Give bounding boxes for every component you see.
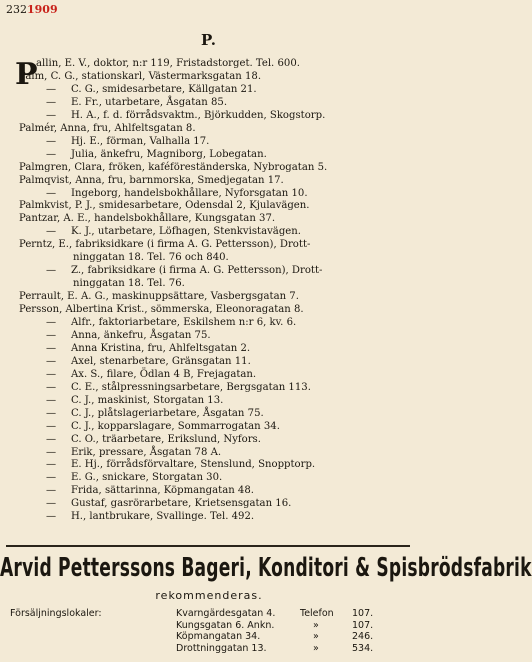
entry-dash: —	[46, 342, 57, 354]
directory-entry: Ingeborg, handelsbokhållare, Nyforsgatan 10.	[71, 187, 308, 199]
directory-entry: Hj. E., förman, Valhalla 17.	[71, 135, 210, 147]
directory-entry: C. J., plåtslageriarbetare, Åsgatan 75.	[71, 407, 264, 419]
entry-dash: —	[46, 226, 57, 238]
advert-tel-label: »	[313, 631, 319, 642]
entry-dash: —	[46, 420, 57, 432]
directory-entry: Palmqvist, Anna, fru, barnmorska, Smedjegatan 17.	[19, 174, 284, 186]
directory-entry: Perrault, E. A. G., maskinuppsättare, Vasbergsgatan 7.	[19, 291, 299, 303]
advert-tel-label: »	[313, 619, 319, 631]
directory-entry: C. J., kopparslagare, Sommarrogatan 34.	[71, 420, 280, 432]
directory-entry: Anna Kristina, fru, Ahlfeltsgatan 2.	[71, 342, 251, 354]
directory-entry: Persson, Albertina Krist., sömmerska, Eleonoragatan 8.	[19, 304, 304, 316]
entry-dash: —	[46, 407, 57, 419]
directory-entry: Axel, stenarbetare, Gränsgatan 11.	[71, 355, 251, 367]
entry-dash: —	[46, 433, 57, 445]
advert-tel-number: 534.	[352, 642, 374, 654]
directory-entry: ninggatan 18. Tel. 76 och 840.	[73, 252, 229, 264]
entry-dash: —	[46, 83, 57, 95]
directory-entry: Palm, C. G., stationskarl, Västermarksgatan 18.	[19, 70, 262, 82]
advert-title: Arvid Petterssons Bageri, Konditori & Spisbrödsfabrik	[0, 553, 532, 583]
directory-entry: Ax. S., filare, Ödlan 4 B, Frejagatan.	[71, 368, 257, 380]
directory-entry: C. E., stålpressningsarbetare, Bergsgatan 113.	[71, 381, 311, 393]
advert-tel-label: Telefon	[300, 608, 334, 619]
drop-cap: P	[15, 57, 38, 92]
entry-dash: —	[46, 368, 57, 380]
entry-dash: —	[46, 394, 57, 406]
advert-location-place: Drottninggatan 13.	[176, 642, 267, 654]
directory-entry: C. J., maskinist, Storgatan 13.	[71, 394, 224, 406]
entry-dash: —	[46, 187, 57, 199]
directory-entry: Julia, änkefru, Magniborg, Lobegatan.	[71, 148, 267, 160]
entry-dash: —	[46, 109, 57, 121]
directory-entry: C. G., smidesarbetare, Källgatan 21.	[71, 83, 257, 95]
directory-entry: H., lantbrukare, Svallinge. Tel. 492.	[71, 511, 255, 523]
directory-entry: Palmkvist, P. J., smidesarbetare, Odensdal 2, Kjulavägen.	[19, 200, 310, 212]
advert-location-place: Kungsgatan 6. Ankn.	[176, 619, 275, 631]
directory-entry: Gustaf, gasrörarbetare, Krietsensgatan 16.	[71, 498, 292, 510]
year-label: 1909	[27, 3, 58, 16]
directory-entry: Anna, änkefru, Åsgatan 75.	[71, 329, 211, 341]
page-number: 232	[6, 3, 27, 16]
entry-dash: —	[46, 317, 57, 328]
entry-dash: —	[46, 355, 57, 367]
entry-dash: —	[46, 381, 57, 393]
entry-dash: —	[46, 329, 57, 341]
advert-tel-number: 107.	[352, 608, 374, 619]
entry-dash: —	[46, 265, 57, 277]
entry-dash: —	[46, 148, 57, 160]
directory-entry: K. J., utarbetare, Löfhagen, Stenkvistavägen.	[71, 226, 301, 238]
directory-entry: Erik, pressare, Åsgatan 78 A.	[71, 446, 222, 458]
entry-dash: —	[46, 96, 57, 108]
directory-entry: allin, E. V., doktor, n:r 119, Fristadstorget. Tel. 600.	[36, 58, 300, 69]
advert-tel-label: »	[313, 642, 319, 654]
entry-dash: —	[46, 446, 57, 458]
directory-entry: Z., fabriksidkare (i firma A. G. Pettersson), Drott-	[71, 265, 323, 277]
entry-dash: —	[46, 472, 57, 484]
entry-dash: —	[46, 135, 57, 147]
advert-subtitle: rekommenderas.	[155, 589, 263, 602]
directory-entry: H. A., f. d. förrådsvaktm., Björkudden, Skogstorp.	[71, 109, 326, 121]
entry-dash: —	[46, 511, 57, 523]
entry-dash: —	[46, 485, 57, 497]
advert-location-place: Köpmangatan 34.	[176, 631, 261, 642]
advert-locations-label: Försäljningslokaler:	[10, 608, 102, 619]
directory-entry: ninggatan 18. Tel. 76.	[73, 278, 185, 290]
directory-entry: E. Hj., förrådsförvaltare, Stenslund, Snopptorp.	[71, 459, 316, 471]
directory-entry: E. Fr., utarbetare, Åsgatan 85.	[71, 96, 228, 108]
directory-entry: Pantzar, A. E., handelsbokhållare, Kungsgatan 37.	[19, 213, 276, 225]
advert-tel-number: 246.	[352, 631, 374, 642]
directory-entry: Perntz, E., fabriksidkare (i firma A. G. Pettersson), Drott-	[19, 239, 311, 251]
advert-location-place: Kvarngärdesgatan 4.	[176, 608, 276, 619]
entry-dash: —	[46, 459, 57, 471]
directory-entry: Palmgren, Clara, fröken, kaféföreständerska, Nybrogatan 5.	[19, 161, 328, 173]
directory-entry: Palmér, Anna, fru, Ahlfeltsgatan 8.	[19, 122, 196, 134]
divider-rule	[6, 545, 410, 547]
directory-entry: E. G., snickare, Storgatan 30.	[71, 472, 223, 484]
directory-entry: Frida, sättarinna, Köpmangatan 48.	[71, 485, 254, 497]
directory-entry: C. O., träarbetare, Erikslund, Nyfors.	[71, 433, 261, 445]
section-letter: P.	[200, 31, 218, 49]
directory-entry: Alfr., faktoriarbetare, Eskilshem n:r 6, kv. 6.	[71, 317, 297, 328]
entry-dash: —	[46, 498, 57, 510]
advert-tel-number: 107.	[352, 619, 374, 631]
